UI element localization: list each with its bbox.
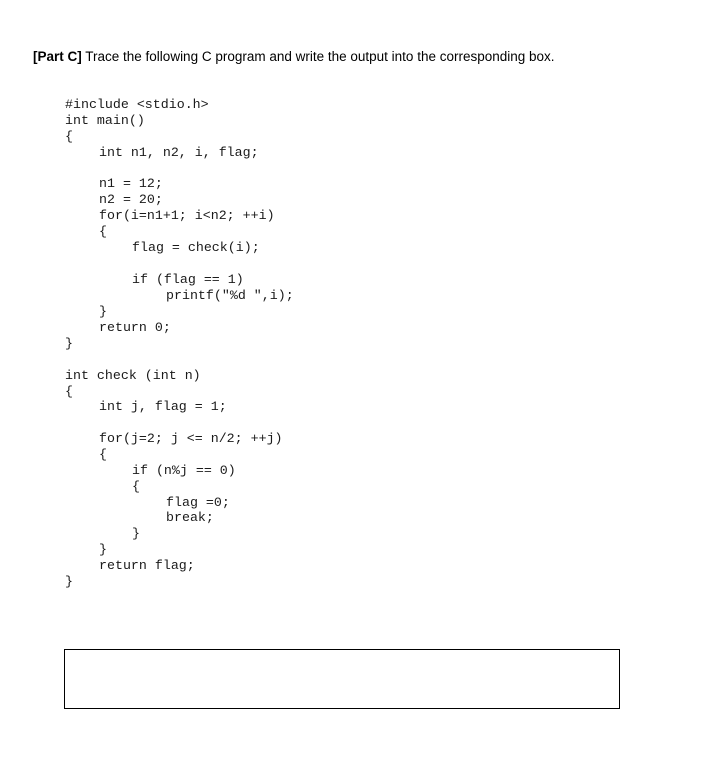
code-line: } — [65, 574, 73, 589]
code-line: } — [132, 526, 140, 541]
code-line: { — [99, 447, 107, 462]
code-line: return 0; — [99, 320, 171, 335]
code-line: n2 = 20; — [99, 192, 163, 207]
question-text: Trace the following C program and write the output into the corresponding box. — [81, 49, 555, 64]
code-line: int main() — [65, 113, 145, 128]
answer-box[interactable] — [64, 649, 620, 709]
question-prompt — [33, 49, 555, 64]
code-line: if (flag == 1) — [132, 272, 244, 287]
code-line: } — [65, 336, 73, 351]
code-line: for(i=n1+1; i<n2; ++i) — [99, 208, 275, 223]
code-line: } — [99, 542, 107, 557]
code-line: { — [99, 224, 107, 239]
code-line: { — [132, 479, 140, 494]
code-line: int check (int n) — [65, 368, 201, 383]
part-label: [Part C] — [33, 49, 82, 64]
code-line: #include <stdio.h> — [65, 97, 209, 112]
code-line: } — [99, 304, 107, 319]
code-line: flag =0; — [166, 495, 230, 510]
code-line: n1 = 12; — [99, 176, 163, 191]
code-line: { — [65, 384, 73, 399]
code-line: if (n%j == 0) — [132, 463, 236, 478]
code-line: for(j=2; j <= n/2; ++j) — [99, 431, 283, 446]
code-line: flag = check(i); — [132, 240, 260, 255]
code-line: return flag; — [99, 558, 195, 573]
code-line: { — [65, 129, 73, 144]
code-line: int j, flag = 1; — [99, 399, 227, 414]
code-line: printf("%d ",i); — [166, 288, 294, 303]
code-line: int n1, n2, i, flag; — [99, 145, 259, 160]
code-line: break; — [166, 510, 214, 525]
